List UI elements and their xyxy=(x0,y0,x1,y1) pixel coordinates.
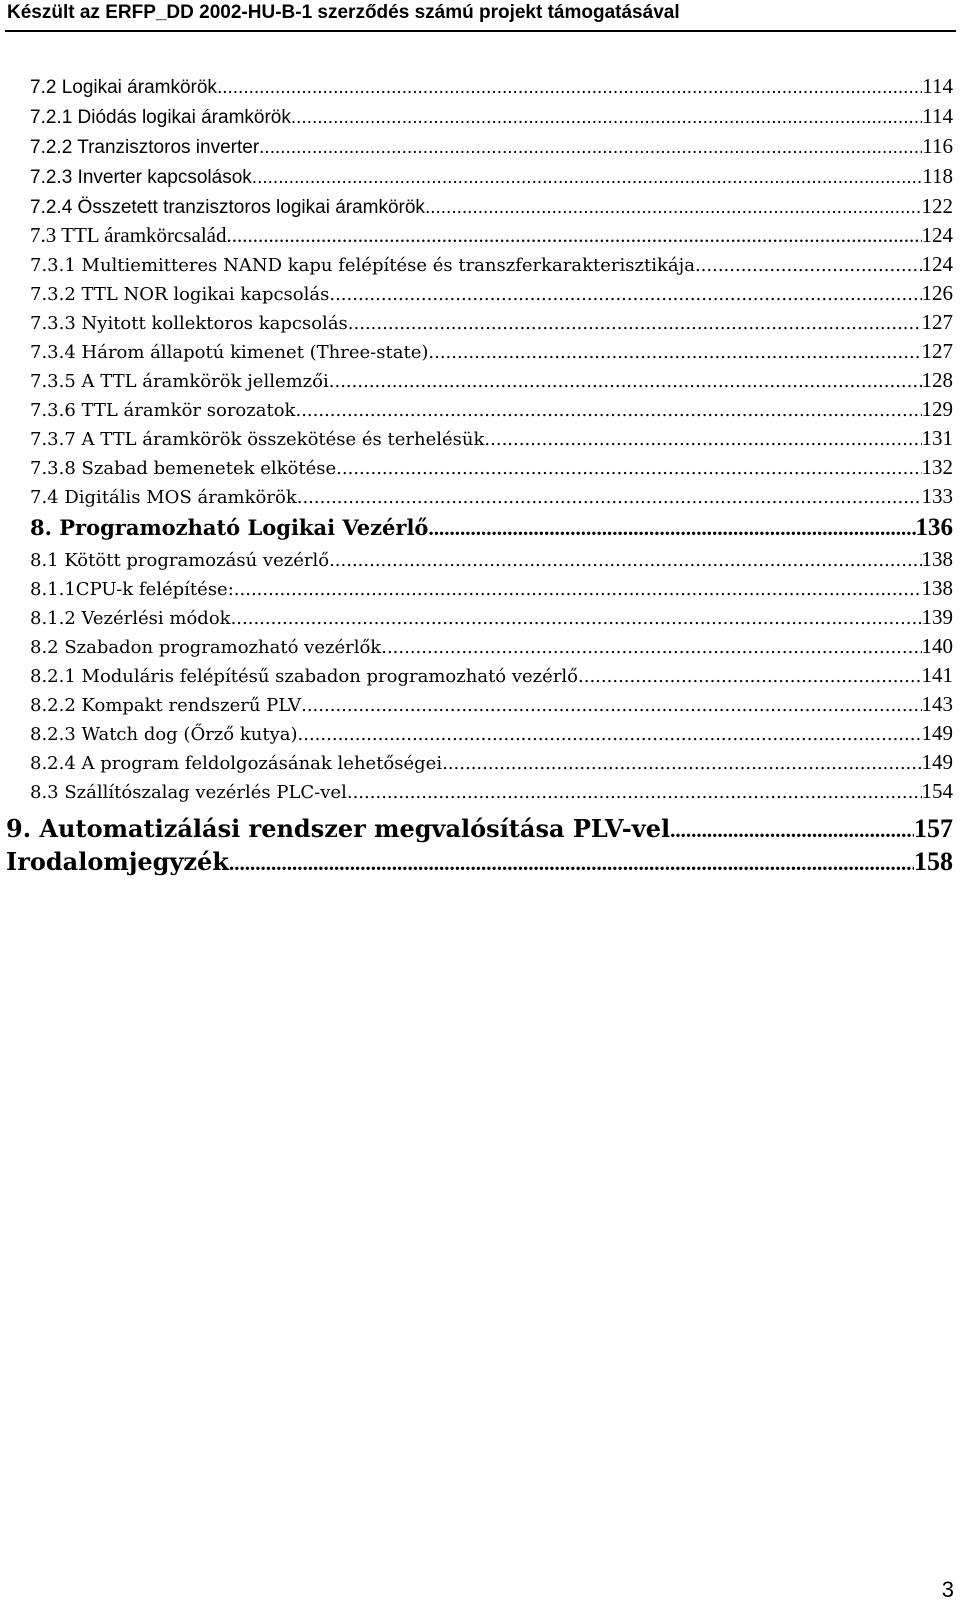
toc-entry-title: 7.3.5 A TTL áramkörök jellemzői xyxy=(30,371,329,392)
toc-entry-title: 7.3.8 Szabad bemenetek elkötése xyxy=(30,458,337,479)
toc-entry-page: 133 xyxy=(921,484,953,508)
toc-entry-title: 8.2.3 Watch dog (Őrző kutya) xyxy=(30,724,298,745)
toc-entry-title: 7.3.1 Multiemitteres NAND kapu felépítése és transzferkarakterisztikája xyxy=(30,255,695,276)
toc-leader-dots xyxy=(229,847,914,880)
toc-entry-title: 7.3.3 Nyitott kollektoros kapcsolás xyxy=(30,313,348,334)
toc-leader-dots xyxy=(295,396,921,425)
toc-entry-title: 7.2.2 Tranzisztoros inverter xyxy=(30,137,260,158)
toc-entry-title: 8.1 Kötött programozású vezérlő xyxy=(30,550,330,571)
toc-entry[interactable] xyxy=(0,574,953,603)
toc-entry[interactable] xyxy=(0,719,953,748)
toc-leader-dots xyxy=(231,604,922,633)
toc-leader-dots xyxy=(695,251,922,280)
toc-entry-page: 126 xyxy=(921,281,953,305)
toc-entry-title: Irodalomjegyzék xyxy=(6,847,229,876)
toc-chapter-entry[interactable] xyxy=(0,511,953,545)
toc-entry-title: 8.1.2 Vezérlési módok xyxy=(30,608,231,629)
toc-leader-dots xyxy=(291,103,922,133)
toc-entry[interactable] xyxy=(0,250,953,279)
toc-entry-title: 7.3 TTL áramkörcsalád xyxy=(30,223,227,247)
toc-entry-title: 7.2.3 Inverter kapcsolások xyxy=(30,167,252,188)
toc-leader-dots xyxy=(301,691,921,720)
toc-entry-page: 122 xyxy=(921,194,953,218)
toc-entry[interactable] xyxy=(0,221,953,250)
toc-entry-title: 7.2.1 Diódás logikai áramkörök xyxy=(30,107,291,128)
toc-entry-page: 124 xyxy=(921,252,953,276)
toc-entry-page: 124 xyxy=(921,223,953,247)
toc-entry[interactable] xyxy=(0,603,953,632)
toc-entry[interactable] xyxy=(0,453,953,482)
toc-entry-page: 127 xyxy=(921,339,953,363)
toc-leader-dots xyxy=(348,309,922,338)
toc-entry-page: 132 xyxy=(921,455,953,479)
toc-entry[interactable] xyxy=(0,748,953,777)
toc-entry-title: 9. Automatizálási rendszer megvalósítása PLV-vel xyxy=(6,814,671,843)
toc-entry[interactable] xyxy=(0,777,953,806)
toc-leader-dots xyxy=(252,163,922,193)
toc-leader-dots xyxy=(329,367,922,396)
page-number: 3 xyxy=(941,1577,954,1602)
toc-entry-page: 118 xyxy=(922,164,953,188)
toc-entry[interactable] xyxy=(0,337,953,366)
page-header: Készült az ERFP_DD 2002-HU-B-1 szerződés számú projekt támogatásával xyxy=(7,2,680,23)
toc-entry[interactable] xyxy=(0,279,953,308)
table-of-contents xyxy=(0,71,953,878)
toc-entry[interactable] xyxy=(0,161,953,191)
toc-entry-page: 149 xyxy=(921,721,953,745)
toc-entry-page: 149 xyxy=(921,750,953,774)
toc-entry-page: 141 xyxy=(921,663,953,687)
toc-leader-dots xyxy=(381,633,921,662)
toc-entry-page: 140 xyxy=(921,634,953,658)
toc-leader-dots xyxy=(442,749,921,778)
toc-leader-dots xyxy=(428,338,921,367)
toc-entry-title: 7.4 Digitális MOS áramkörök xyxy=(30,487,297,508)
toc-entry-page: 139 xyxy=(921,605,953,629)
toc-leader-dots xyxy=(234,575,922,604)
toc-leader-dots xyxy=(336,454,921,483)
toc-leader-dots xyxy=(297,483,922,512)
toc-entry-title: 8.2 Szabadon programozható vezérlők xyxy=(30,637,382,658)
toc-leader-dots xyxy=(217,73,922,103)
toc-entry-page: 158 xyxy=(914,847,953,876)
toc-chapter-entry[interactable] xyxy=(0,812,953,845)
toc-entry-title: 8.1.1CPU-k felépítése: xyxy=(30,579,234,600)
toc-entry-page: 138 xyxy=(921,576,953,600)
toc-entry[interactable] xyxy=(0,482,953,511)
toc-chapter-entry[interactable] xyxy=(0,845,953,878)
toc-entry-title: 7.2.4 Összetett tranzisztoros logikai áramkörök xyxy=(30,197,425,218)
toc-entry-page: 129 xyxy=(921,397,953,421)
toc-entry-page: 138 xyxy=(921,547,953,571)
toc-leader-dots xyxy=(484,425,921,454)
toc-entry-title: 8.2.1 Moduláris felépítésű szabadon programozható vezérlő xyxy=(30,666,579,687)
toc-leader-dots xyxy=(227,221,922,250)
toc-leader-dots xyxy=(298,720,922,749)
toc-entry-title: 8.2.4 A program feldolgozásának lehetőségei xyxy=(30,753,443,774)
toc-entry-page: 136 xyxy=(915,514,953,541)
toc-entry[interactable] xyxy=(0,424,953,453)
toc-entry-page: 116 xyxy=(922,134,953,158)
toc-entry[interactable] xyxy=(0,632,953,661)
toc-entry[interactable] xyxy=(0,131,953,161)
toc-entry-title: 8.2.2 Kompakt rendszerű PLV xyxy=(30,695,302,716)
toc-entry-page: 143 xyxy=(921,692,953,716)
toc-entry[interactable] xyxy=(0,366,953,395)
toc-leader-dots xyxy=(670,814,914,847)
toc-leader-dots xyxy=(428,511,915,545)
toc-entry-page: 114 xyxy=(922,74,953,98)
toc-entry-title: 7.3.2 TTL NOR logikai kapcsolás xyxy=(30,284,330,305)
toc-entry[interactable] xyxy=(0,690,953,719)
toc-entry-title: 8.3 Szállítószalag vezérlés PLC-vel xyxy=(30,782,347,803)
toc-leader-dots xyxy=(329,280,921,309)
toc-entry-title: 8. Programozható Logikai Vezérlő xyxy=(30,515,429,540)
toc-entry-page: 154 xyxy=(921,779,953,803)
toc-entry-page: 114 xyxy=(922,104,953,128)
toc-entry-page: 127 xyxy=(921,310,953,334)
toc-leader-dots xyxy=(329,546,921,575)
toc-entry-page: 128 xyxy=(921,368,953,392)
toc-leader-dots xyxy=(259,133,922,163)
toc-entry[interactable] xyxy=(0,101,953,131)
toc-entry[interactable] xyxy=(0,395,953,424)
toc-entry-title: 7.3.7 A TTL áramkörök összekötése és terhelésük xyxy=(30,429,485,450)
toc-entry[interactable] xyxy=(0,71,953,101)
toc-leader-dots xyxy=(347,778,922,807)
toc-entry-title: 7.3.6 TTL áramkör sorozatok xyxy=(30,400,296,421)
header-rule xyxy=(5,30,956,32)
toc-entry-page: 157 xyxy=(914,814,953,843)
toc-entry-title: 7.2 Logikai áramkörök xyxy=(30,77,217,98)
toc-entry-page: 131 xyxy=(921,426,953,450)
toc-entry[interactable] xyxy=(0,308,953,337)
toc-entry[interactable] xyxy=(0,545,953,574)
toc-leader-dots xyxy=(578,662,921,691)
toc-entry[interactable] xyxy=(0,661,953,690)
toc-entry-title: 7.3.4 Három állapotú kimenet (Three-state) xyxy=(30,342,429,363)
toc-leader-dots xyxy=(425,193,922,223)
toc-entry[interactable] xyxy=(0,191,953,221)
